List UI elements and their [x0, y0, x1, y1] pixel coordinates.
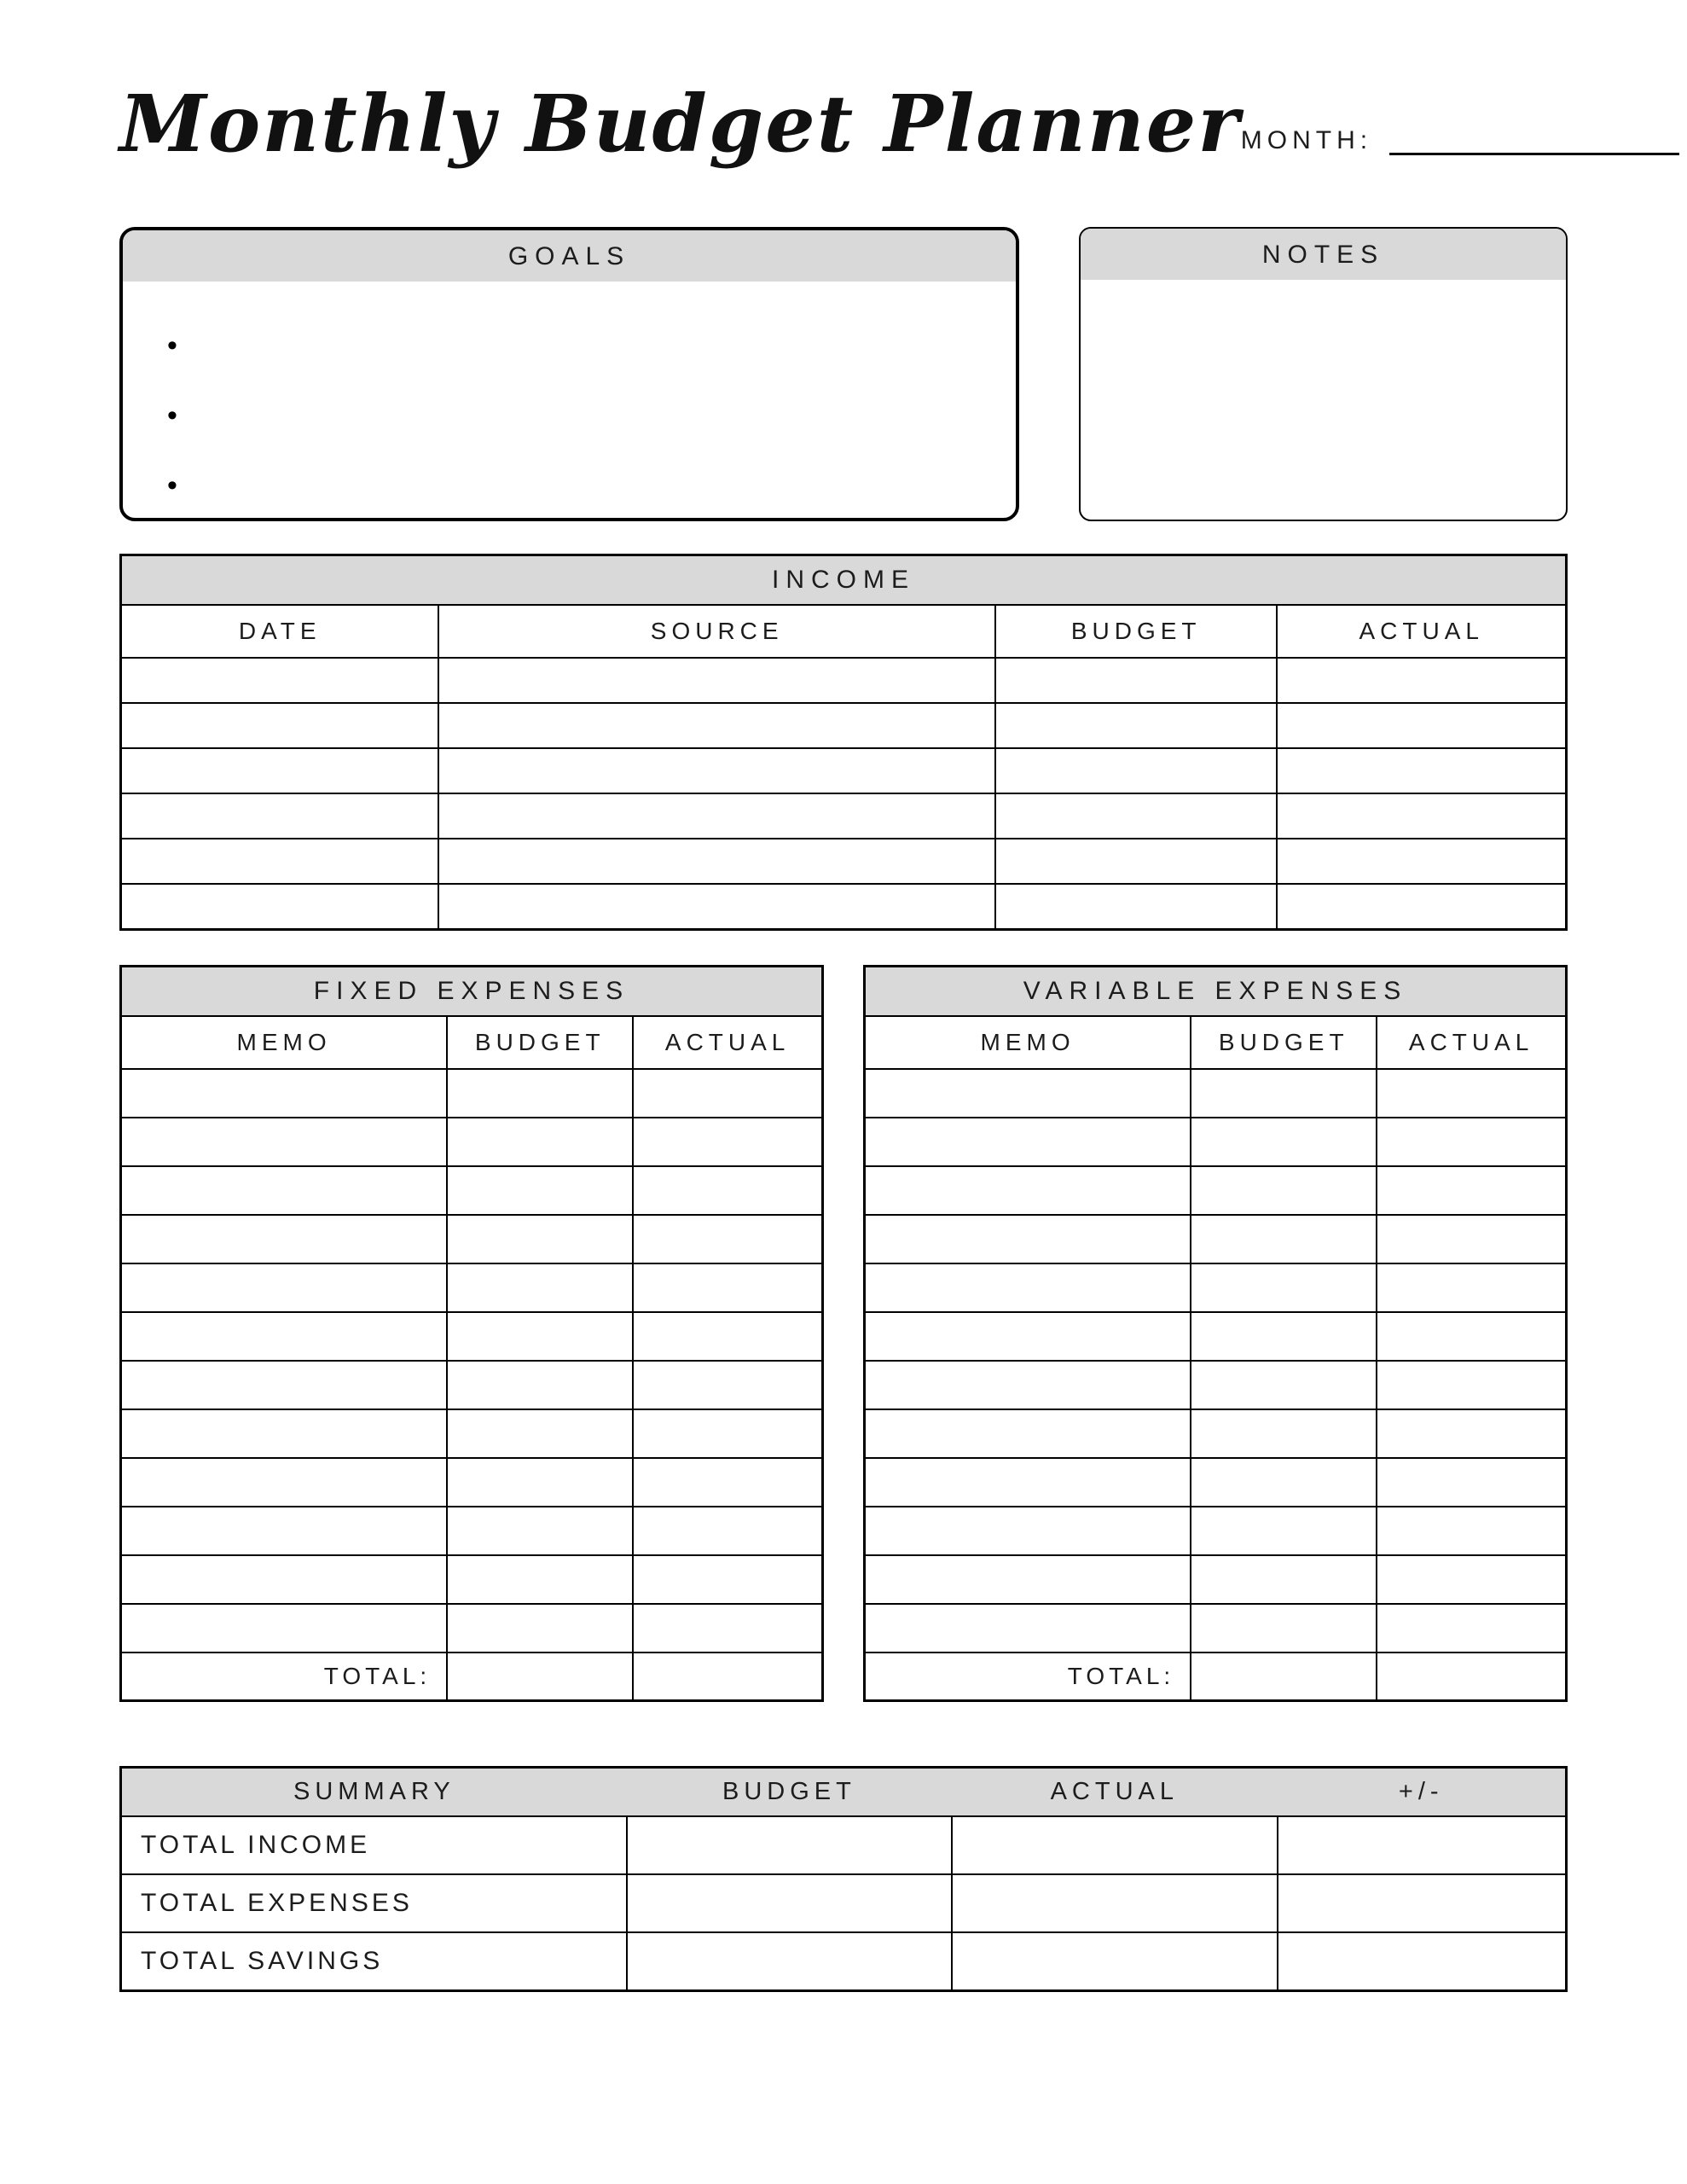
table-row [121, 658, 1567, 703]
expenses-row [119, 965, 1568, 1703]
empty-cell[interactable] [121, 1555, 448, 1604]
empty-cell[interactable] [447, 1409, 633, 1458]
empty-cell[interactable] [1191, 1361, 1377, 1409]
table-row [865, 1312, 1567, 1361]
table-row [121, 1166, 823, 1215]
empty-cell[interactable] [1377, 1069, 1566, 1118]
empty-cell[interactable] [1377, 1312, 1566, 1361]
empty-cell[interactable] [995, 658, 1278, 703]
empty-cell[interactable] [1377, 1507, 1566, 1555]
income-title-row [121, 555, 1567, 606]
empty-cell[interactable] [633, 1458, 822, 1507]
table-row [865, 1263, 1567, 1312]
empty-cell[interactable] [865, 1458, 1191, 1507]
table-row [865, 1118, 1567, 1166]
empty-cell[interactable] [865, 1604, 1191, 1653]
summary-row-total-income [121, 1816, 1567, 1874]
empty-cell[interactable] [995, 793, 1278, 839]
table-row [121, 1215, 823, 1263]
empty-cell[interactable] [1191, 1215, 1377, 1263]
empty-cell[interactable] [952, 1932, 1277, 1990]
empty-cell[interactable] [633, 1263, 822, 1312]
empty-cell[interactable] [1191, 1118, 1377, 1166]
fixed-expenses-column-header-row [121, 1016, 823, 1069]
empty-cell[interactable] [1377, 1118, 1566, 1166]
empty-cell[interactable] [865, 1118, 1191, 1166]
empty-cell[interactable] [1278, 1874, 1567, 1932]
fixed-expenses-title: FIXED EXPENSES [121, 966, 823, 1016]
fixed-col-budget: BUDGET [447, 1016, 633, 1069]
summary-col-plusminus: +/- [1278, 1768, 1567, 1817]
variable-expenses-total-row [865, 1653, 1567, 1701]
table-row [121, 1409, 823, 1458]
table-row [865, 1555, 1567, 1604]
empty-cell[interactable] [865, 1166, 1191, 1215]
empty-cell[interactable] [633, 1361, 822, 1409]
empty-cell[interactable] [627, 1932, 952, 1990]
summary-header-row [121, 1768, 1567, 1817]
fixed-expenses-title-row [121, 966, 823, 1016]
empty-cell[interactable] [865, 1361, 1191, 1409]
empty-cell[interactable] [865, 1409, 1191, 1458]
goal-bullet: • [167, 329, 177, 363]
income-col-source: SOURCE [438, 605, 995, 658]
empty-cell[interactable] [952, 1874, 1277, 1932]
summary-row-total-expenses [121, 1874, 1567, 1932]
table-row [865, 1458, 1567, 1507]
empty-cell[interactable] [633, 1604, 822, 1653]
month-label: MONTH: [1240, 126, 1373, 155]
notes-header: NOTES [1081, 229, 1566, 280]
empty-cell[interactable] [438, 658, 995, 703]
variable-col-memo: MEMO [865, 1016, 1191, 1069]
empty-cell[interactable] [1191, 1604, 1377, 1653]
variable-expenses-column-header-row [865, 1016, 1567, 1069]
empty-cell[interactable] [1377, 1555, 1566, 1604]
empty-cell[interactable] [1377, 1361, 1566, 1409]
summary-col-actual: ACTUAL [952, 1768, 1277, 1817]
fixed-total-budget-cell[interactable] [447, 1653, 633, 1701]
summary-label-total-income: TOTAL INCOME [121, 1816, 627, 1874]
variable-expenses-title-row [865, 966, 1567, 1016]
empty-cell[interactable] [447, 1555, 633, 1604]
variable-expenses-title: VARIABLE EXPENSES [865, 966, 1567, 1016]
empty-cell[interactable] [121, 1312, 448, 1361]
empty-cell[interactable] [121, 1507, 448, 1555]
empty-cell[interactable] [121, 1409, 448, 1458]
empty-cell[interactable] [447, 1118, 633, 1166]
empty-cell[interactable] [447, 1507, 633, 1555]
table-row [121, 1069, 823, 1118]
notes-box [1079, 227, 1568, 521]
table-row [121, 839, 1567, 884]
empty-cell[interactable] [1377, 1409, 1566, 1458]
empty-cell[interactable] [1377, 1166, 1566, 1215]
empty-cell[interactable] [633, 1069, 822, 1118]
empty-cell[interactable] [633, 1409, 822, 1458]
empty-cell[interactable] [1191, 1166, 1377, 1215]
table-row [121, 748, 1567, 793]
income-table [119, 554, 1568, 931]
empty-cell[interactable] [1278, 1932, 1567, 1990]
empty-cell[interactable] [1277, 748, 1566, 793]
table-row [121, 1312, 823, 1361]
empty-cell[interactable] [1377, 1215, 1566, 1263]
empty-cell[interactable] [121, 1215, 448, 1263]
variable-expenses-table [863, 965, 1568, 1703]
variable-total-budget-cell[interactable] [1191, 1653, 1377, 1701]
variable-total-label: TOTAL: [865, 1653, 1191, 1701]
empty-cell[interactable] [865, 1069, 1191, 1118]
table-row [121, 1118, 823, 1166]
empty-cell[interactable] [121, 839, 439, 884]
empty-cell[interactable] [627, 1816, 952, 1874]
income-column-header-row [121, 605, 1567, 658]
empty-cell[interactable] [865, 1215, 1191, 1263]
empty-cell[interactable] [1191, 1507, 1377, 1555]
empty-cell[interactable] [121, 1361, 448, 1409]
table-row [865, 1215, 1567, 1263]
empty-cell[interactable] [1277, 658, 1566, 703]
income-col-budget: BUDGET [995, 605, 1278, 658]
empty-cell[interactable] [995, 884, 1278, 929]
summary-col-budget: BUDGET [627, 1768, 952, 1817]
empty-cell[interactable] [447, 1361, 633, 1409]
fixed-total-actual-cell[interactable] [633, 1653, 822, 1701]
empty-cell[interactable] [633, 1118, 822, 1166]
variable-expenses-section [863, 965, 1568, 1703]
empty-cell[interactable] [447, 1069, 633, 1118]
empty-cell[interactable] [1277, 703, 1566, 748]
empty-cell[interactable] [447, 1215, 633, 1263]
table-row [865, 1361, 1567, 1409]
goals-header: GOALS [123, 230, 1016, 282]
table-row [865, 1604, 1567, 1653]
summary-row-total-savings [121, 1932, 1567, 1990]
fixed-expenses-table [119, 965, 824, 1703]
income-title: INCOME [121, 555, 1567, 606]
empty-cell[interactable] [633, 1215, 822, 1263]
variable-col-actual: ACTUAL [1377, 1016, 1566, 1069]
empty-cell[interactable] [447, 1604, 633, 1653]
empty-cell[interactable] [952, 1816, 1277, 1874]
table-row [865, 1409, 1567, 1458]
empty-cell[interactable] [633, 1166, 822, 1215]
empty-cell[interactable] [1277, 793, 1566, 839]
empty-cell[interactable] [1191, 1312, 1377, 1361]
empty-cell[interactable] [447, 1458, 633, 1507]
empty-cell[interactable] [1277, 884, 1566, 929]
goals-box [119, 227, 1019, 521]
table-row [121, 1361, 823, 1409]
empty-cell[interactable] [995, 748, 1278, 793]
empty-cell[interactable] [1278, 1816, 1567, 1874]
table-row [121, 793, 1567, 839]
empty-cell[interactable] [1377, 1263, 1566, 1312]
goal-bullet: • [167, 399, 177, 433]
month-field [1241, 126, 1679, 167]
goals-notes-row [119, 227, 1568, 521]
income-col-actual: ACTUAL [1277, 605, 1566, 658]
fixed-col-memo: MEMO [121, 1016, 448, 1069]
empty-cell[interactable] [121, 703, 439, 748]
goal-bullet: • [167, 469, 177, 502]
fixed-expenses-total-row [121, 1653, 823, 1701]
empty-cell[interactable] [1191, 1263, 1377, 1312]
empty-cell[interactable] [438, 748, 995, 793]
table-row [121, 703, 1567, 748]
table-row [121, 884, 1567, 929]
empty-cell[interactable] [447, 1263, 633, 1312]
empty-cell[interactable] [865, 1507, 1191, 1555]
variable-col-budget: BUDGET [1191, 1016, 1377, 1069]
empty-cell[interactable] [1277, 839, 1566, 884]
page-title: Monthly Budget Planner [119, 78, 1241, 170]
empty-cell[interactable] [438, 703, 995, 748]
empty-cell[interactable] [121, 793, 439, 839]
table-row [121, 1507, 823, 1555]
empty-cell[interactable] [447, 1312, 633, 1361]
income-col-date: DATE [121, 605, 439, 658]
empty-cell[interactable] [633, 1555, 822, 1604]
summary-label-total-savings: TOTAL SAVINGS [121, 1932, 627, 1990]
empty-cell[interactable] [1191, 1409, 1377, 1458]
empty-cell[interactable] [121, 1166, 448, 1215]
variable-total-actual-cell[interactable] [1377, 1653, 1566, 1701]
empty-cell[interactable] [995, 703, 1278, 748]
empty-cell[interactable] [865, 1312, 1191, 1361]
summary-label-total-expenses: TOTAL EXPENSES [121, 1874, 627, 1932]
empty-cell[interactable] [1377, 1604, 1566, 1653]
empty-cell[interactable] [447, 1166, 633, 1215]
month-input-line[interactable] [1389, 126, 1679, 155]
empty-cell[interactable] [438, 793, 995, 839]
empty-cell[interactable] [1191, 1458, 1377, 1507]
notes-body[interactable] [1081, 280, 1566, 521]
empty-cell[interactable] [121, 1118, 448, 1166]
empty-cell[interactable] [1191, 1555, 1377, 1604]
empty-cell[interactable] [633, 1507, 822, 1555]
fixed-expenses-section [119, 965, 824, 1703]
empty-cell[interactable] [121, 1604, 448, 1653]
header-bar [119, 78, 1568, 170]
fixed-col-actual: ACTUAL [633, 1016, 822, 1069]
goals-body[interactable] [123, 282, 1016, 521]
empty-cell[interactable] [995, 839, 1278, 884]
table-row [865, 1507, 1567, 1555]
table-row [121, 1263, 823, 1312]
empty-cell[interactable] [865, 1555, 1191, 1604]
empty-cell[interactable] [633, 1312, 822, 1361]
empty-cell[interactable] [1191, 1069, 1377, 1118]
empty-cell[interactable] [438, 839, 995, 884]
empty-cell[interactable] [627, 1874, 952, 1932]
fixed-total-label: TOTAL: [121, 1653, 448, 1701]
table-row [121, 1458, 823, 1507]
summary-col-summary: SUMMARY [121, 1768, 627, 1817]
summary-table [119, 1766, 1568, 1992]
table-row [121, 1604, 823, 1653]
empty-cell[interactable] [438, 884, 995, 929]
empty-cell[interactable] [1377, 1458, 1566, 1507]
empty-cell[interactable] [121, 748, 439, 793]
table-row [865, 1069, 1567, 1118]
empty-cell[interactable] [121, 1069, 448, 1118]
empty-cell[interactable] [121, 1263, 448, 1312]
table-row [121, 1555, 823, 1604]
empty-cell[interactable] [121, 1458, 448, 1507]
empty-cell[interactable] [121, 884, 439, 929]
empty-cell[interactable] [865, 1263, 1191, 1312]
empty-cell[interactable] [121, 658, 439, 703]
table-row [865, 1166, 1567, 1215]
